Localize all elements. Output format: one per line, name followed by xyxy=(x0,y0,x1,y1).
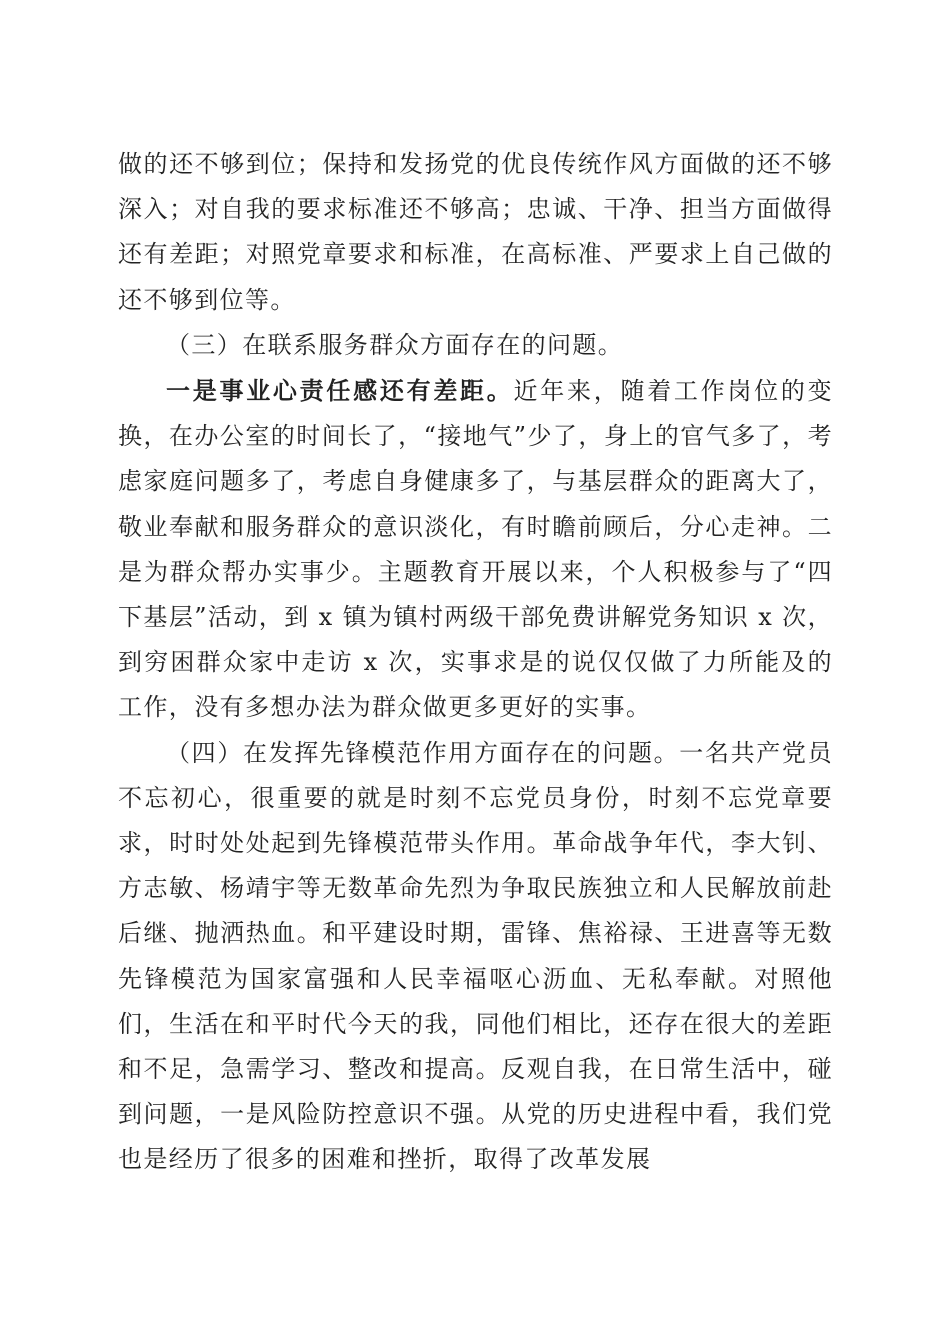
heading-text: （三）在联系服务群众方面存在的问题。 xyxy=(166,330,624,359)
body-text xyxy=(118,142,833,1183)
paragraph-continued: 做的还不够到位；保持和发扬党的优良传统作风方面做的还不够深入；对自我的要求标准还不够高；忠诚、干净、担当方面做得还有差距；对照党章要求和标准，在高标准、严要求上自己做的还不够到位等。 xyxy=(118,150,833,314)
paragraph-body: 一名共产党员不忘初心，很重要的就是时刻不忘党员身份，时刻不忘党章要求，时时处处起到先锋模范带头作用。革命战争年代，李大钊、方志敏、杨靖宇等无数革命先烈为争取民族独立和人民解放前赴后继、抛洒热血。和平建设时期，雷锋、焦裕禄、王进喜等无数先锋模范为国家富强和人民幸福呕心沥血、无私奉献。对照他们，生活在和平时代今天的我，同他们相比，还存在很大的差距和不足，急需学习、整改和提高。反观自我，在日常生活中，碰到问题，一是风险防控意识不强。从党的历史进程中看，我们党也是经历了很多的困难和挫折，取得了改革发展 xyxy=(118,738,833,1174)
paragraph-vanguard xyxy=(118,731,833,1183)
paragraph-body: 近年来，随着工作岗位的变换，在办公室的时间长了，“接地气”少了，身上的官气多了，考虑家庭问题多了，考虑自身健康多了，与基层群众的距离大了，敬业奉献和服务群众的意识淡化，有时瞻前顾后，分心走神。二是为群众帮办实事少。主题教育开展以来，个人积极参与了“四下基层”活动，到 x 镇为镇村两级干部免费讲解党务知识 x 次，到穷困群众家中走访 x 次，实事求是的说仅仅做了力所能及的工作，没有多想办法为群众做更多更好的实事。 xyxy=(118,377,833,722)
paragraph-service xyxy=(118,368,833,731)
section-heading-four: （四）在发挥先锋模范作用方面存在的问题。 xyxy=(166,738,680,767)
paragraph-lead: 一是事业心责任感还有差距。 xyxy=(166,376,514,406)
section-heading-three xyxy=(118,323,833,368)
